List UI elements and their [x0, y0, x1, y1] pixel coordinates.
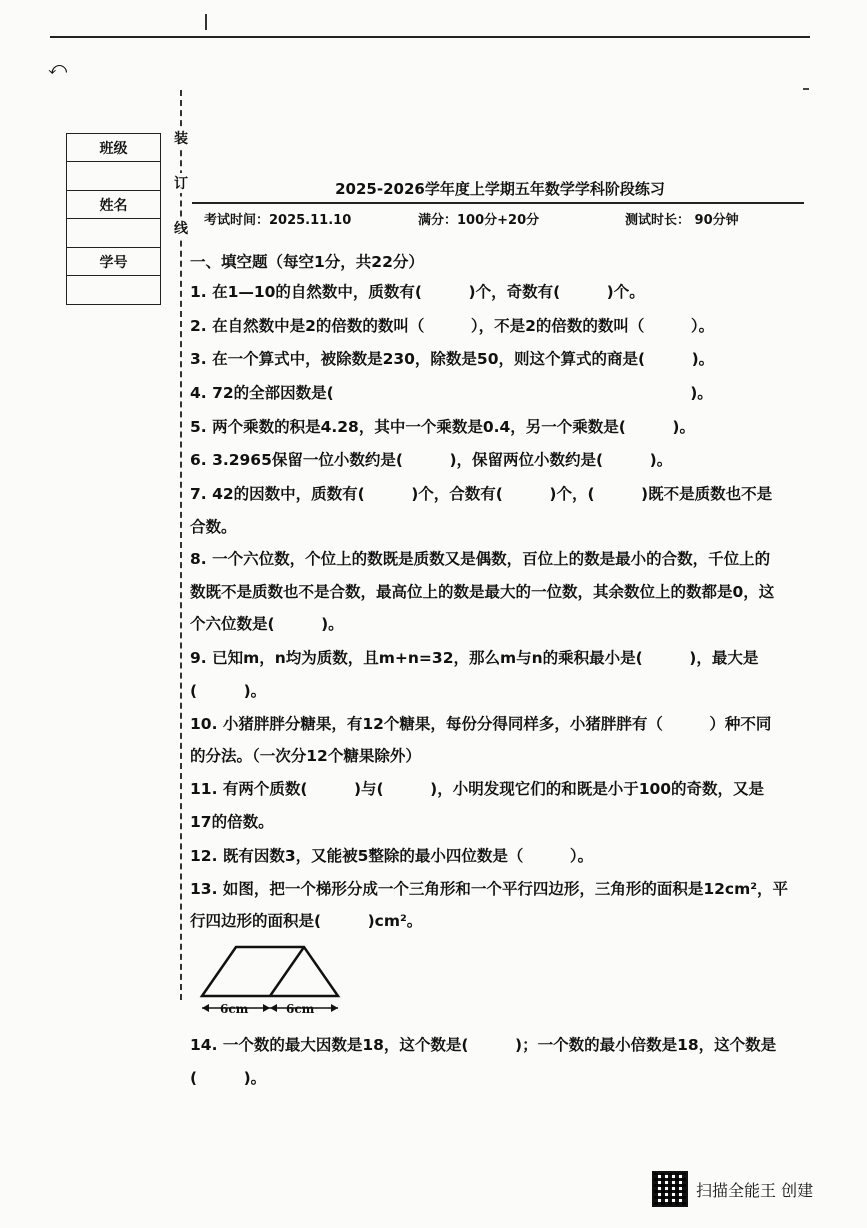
- question-line: 4. 72的全部因数是( )。: [190, 384, 713, 402]
- question-line: ( )。: [190, 682, 267, 700]
- student-info-table: [66, 133, 161, 305]
- question-line: 的分法。（一次分12个糖果除外）: [190, 747, 421, 765]
- arrow-left-icon: [202, 1004, 209, 1012]
- question-line: 7. 42的因数中，质数有( )个，合数有( )个，( )既不是质数也不是: [190, 485, 773, 503]
- question-line: 个六位数是( )。: [190, 615, 344, 633]
- student-id-field[interactable]: [67, 276, 160, 304]
- question-line: 数既不是质数也不是合数，最高位上的数是最大的一位数，其余数位上的数都是0，这: [190, 583, 775, 601]
- name-label: 姓名: [67, 191, 160, 219]
- question-line: 2. 在自然数中是2的倍数的数叫（ ），不是2的倍数的数叫（ ）。: [190, 317, 715, 335]
- corner-mark-icon: ⤺: [48, 58, 68, 79]
- class-label: 班级: [67, 134, 160, 162]
- binding-char-xian: 线: [172, 218, 190, 238]
- exam-score: 满分：100分+20分: [418, 213, 540, 228]
- question-line: 12. 既有因数3，又能被5整除的最小四位数是（ ）。: [190, 847, 594, 865]
- trapezoid-outline: [202, 947, 338, 996]
- question-line: ( )。: [190, 1069, 267, 1087]
- scanner-watermark: [652, 1171, 813, 1207]
- divider-line: [270, 947, 304, 996]
- binding-char-zhuang: 装: [172, 128, 190, 148]
- name-field[interactable]: [67, 219, 160, 248]
- question-line: 合数。: [190, 518, 237, 536]
- question-line: 14. 一个数的最大因数是18，这个数是( )；一个数的最小倍数是18，这个数是: [190, 1036, 777, 1054]
- question-line: 10. 小猪胖胖分糖果，有12个糖果，每份分得同样多，小猪胖胖有（ ）种不同: [190, 715, 772, 733]
- question-line: 3. 在一个算式中，被除数是230，除数是50，则这个算式的商是( )。: [190, 350, 715, 368]
- exam-title: 2025-2026学年度上学期五年数学学科阶段练习: [335, 180, 665, 198]
- class-field[interactable]: [67, 162, 160, 191]
- question-line: 6. 3.2965保留一位小数约是( )，保留两位小数约是( )。: [190, 451, 673, 469]
- section-heading: 一、填空题（每空1分，共22分）: [190, 253, 424, 271]
- margin-dash: [803, 88, 809, 90]
- qr-code-icon: [652, 1171, 688, 1207]
- question-line: 13. 如图，把一个梯形分成一个三角形和一个平行四边形，三角形的面积是12cm²，平: [190, 880, 789, 898]
- watermark-text: 扫描全能王 创建: [696, 1180, 814, 1200]
- trapezoid-figure: [196, 942, 346, 1022]
- student-id-label: 学号: [67, 248, 160, 276]
- top-rule: [50, 36, 810, 38]
- exam-time: 考试时间：2025.11.10: [204, 213, 352, 228]
- question-line: 5. 两个乘数的积是4.28，其中一个乘数是0.4，另一个乘数是( )。: [190, 418, 695, 436]
- title-rule: [192, 202, 804, 204]
- arrow-left-icon: [270, 1004, 277, 1012]
- arrow-right-icon: [331, 1004, 338, 1012]
- question-line: 11. 有两个质数( )与( )，小明发现它们的和既是小于100的奇数，又是: [190, 780, 765, 798]
- label-right: 6cm: [286, 1002, 315, 1016]
- question-line: 1. 在1—10的自然数中，质数有( )个，奇数有( )个。: [190, 283, 645, 301]
- question-line: 17的倍数。: [190, 813, 274, 831]
- question-line: 9. 已知m，n均为质数，且m+n=32，那么m与n的乘积最小是( )，最大是: [190, 649, 759, 667]
- top-tick-mark: [205, 14, 207, 30]
- exam-duration: 测试时长： 90分钟: [625, 213, 739, 228]
- binding-char-ding: 订: [172, 173, 190, 193]
- label-left: 6cm: [220, 1002, 249, 1016]
- arrow-right-icon: [263, 1004, 270, 1012]
- question-line: 8. 一个六位数，个位上的数既是质数又是偶数，百位上的数是最小的合数，千位上的: [190, 550, 771, 568]
- question-line: 行四边形的面积是( )cm²。: [190, 912, 423, 930]
